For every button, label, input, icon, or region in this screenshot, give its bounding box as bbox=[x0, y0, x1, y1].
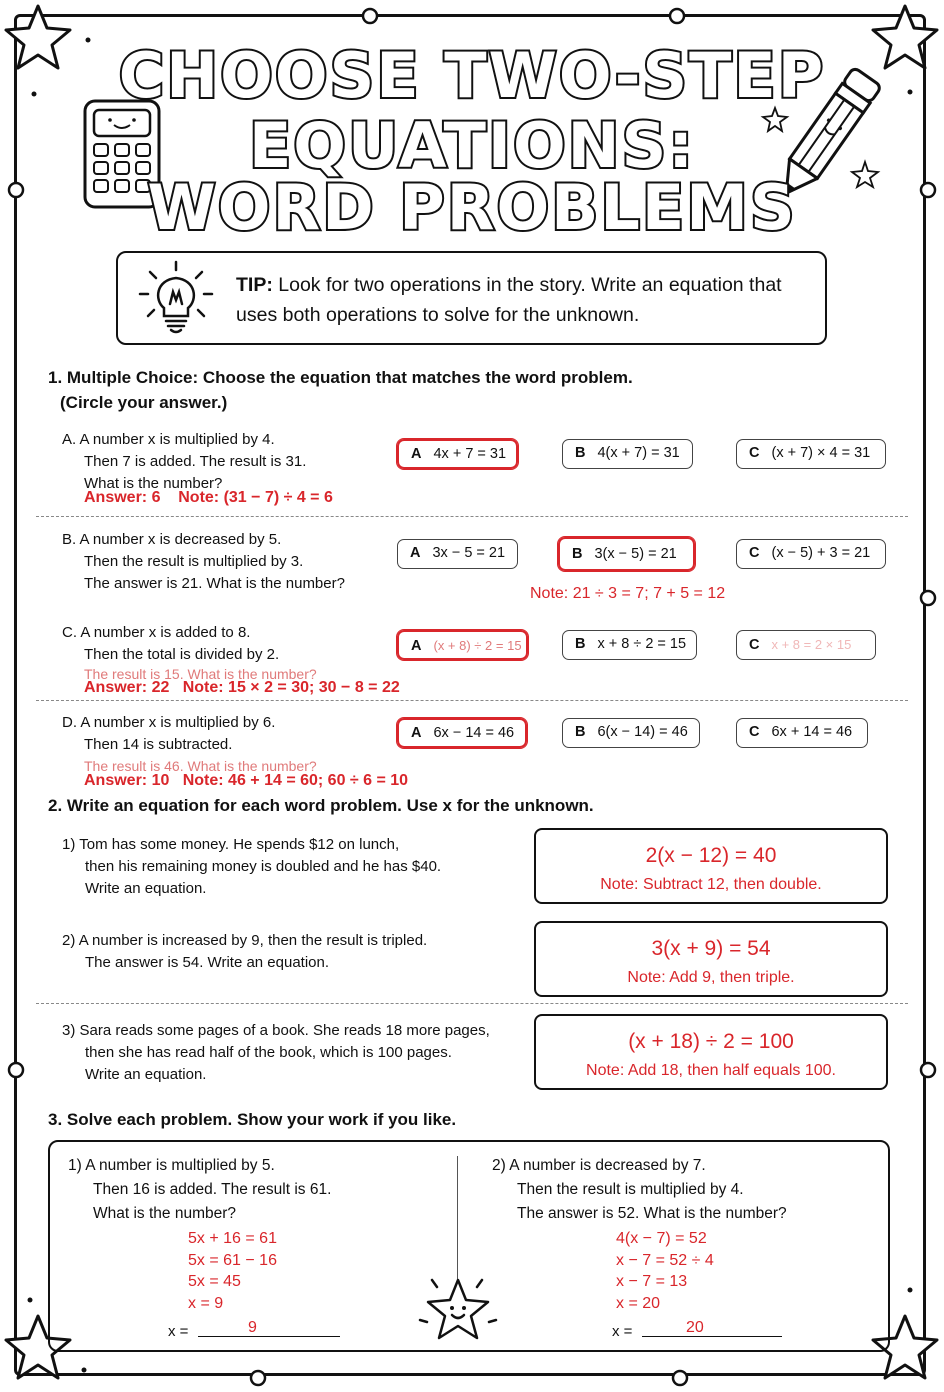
problem-text: What is the number? bbox=[93, 1205, 237, 1222]
answer-line[interactable] bbox=[198, 1336, 340, 1337]
answer-note: Note: Add 9, then triple. bbox=[627, 969, 795, 986]
tip-body: Look for two operations in the story. Write an equation that uses both operations to solve for the unknown. bbox=[236, 274, 782, 326]
problem-text: A number x is multiplied by 4. bbox=[79, 431, 275, 448]
note-text: Note: (31 − 7) ÷ 4 = 6 bbox=[178, 489, 333, 506]
answer-text: Answer: 22 bbox=[84, 679, 170, 696]
option-1c-b[interactable]: B x + 8 ÷ 2 = 15 bbox=[562, 630, 697, 660]
problem-text: What is the number? bbox=[84, 475, 223, 492]
divider bbox=[36, 1003, 908, 1004]
option-1c-a[interactable]: A (x + 8) ÷ 2 = 15 bbox=[397, 630, 528, 660]
work-3-1 bbox=[188, 1228, 277, 1314]
tip-label: TIP: bbox=[236, 274, 273, 296]
problem-number: 2) bbox=[492, 1157, 506, 1174]
answer-equation: (x + 18) ÷ 2 = 100 bbox=[628, 1030, 794, 1053]
option-1c-c[interactable]: C x + 8 = 2 × 15 bbox=[736, 630, 876, 660]
problem-1d bbox=[62, 712, 275, 756]
answer-1d bbox=[84, 772, 408, 790]
problem-text: A number x is multiplied by 6. bbox=[80, 714, 276, 731]
option-1a-c[interactable]: C (x + 7) × 4 = 31 bbox=[736, 439, 886, 469]
work-line: 5x + 16 = 61 bbox=[188, 1230, 277, 1247]
section-1-subheading: (Circle your answer.) bbox=[60, 393, 228, 412]
problem-text: A number is decreased by 7. bbox=[509, 1157, 706, 1174]
problem-number: 3) bbox=[62, 1022, 76, 1039]
work-line: x − 7 = 52 ÷ 4 bbox=[616, 1251, 714, 1269]
option-equation: (x + 7) × 4 = 31 bbox=[771, 445, 871, 461]
problem-text: Then 16 is added. The result is 61. bbox=[93, 1181, 332, 1198]
problem-text: then his remaining money is doubled and he has $40. bbox=[85, 858, 442, 875]
note-1b: Note: 21 ÷ 3 = 7; 7 + 5 = 12 bbox=[530, 585, 726, 602]
problem-text: Then 7 is added. The result is 31. bbox=[84, 453, 307, 470]
problem-text: The result is 46. What is the number? bbox=[84, 758, 317, 774]
answer-box-2-2[interactable] bbox=[534, 921, 888, 997]
x-label: x = bbox=[612, 1323, 633, 1340]
answer-equation: 3(x + 9) = 54 bbox=[651, 937, 771, 960]
problem-number: 1) bbox=[62, 836, 76, 853]
answer-text: Answer: 6 bbox=[84, 489, 161, 506]
problem-text: The answer is 21. What is the number? bbox=[84, 575, 345, 592]
page-title-line-1: CHOOSE TWO-STEP bbox=[118, 39, 826, 112]
problem-text: then she has read half of the book, which is 100 pages. bbox=[85, 1044, 452, 1061]
divider bbox=[36, 700, 908, 701]
work-line: 4(x − 7) = 52 bbox=[616, 1230, 707, 1247]
work-3-2 bbox=[616, 1228, 714, 1314]
option-equation: x + 8 ÷ 2 = 15 bbox=[597, 636, 687, 652]
problem-number: 1) bbox=[68, 1157, 82, 1174]
page-title-line-3: WORD PROBLEMS bbox=[147, 171, 797, 244]
problem-number: 2) bbox=[62, 932, 76, 949]
answer-note: Note: Add 18, then half equals 100. bbox=[586, 1062, 836, 1079]
option-1b-b[interactable]: B 3(x − 5) = 21 bbox=[558, 537, 695, 571]
problem-text: The answer is 52. What is the number? bbox=[517, 1205, 787, 1222]
problem-letter: A. bbox=[62, 431, 77, 448]
problem-3-1 bbox=[68, 1154, 331, 1226]
lightbulb-icon bbox=[136, 258, 216, 338]
work-line: x − 7 = 13 bbox=[616, 1273, 688, 1290]
answer-box-2-1[interactable] bbox=[534, 828, 888, 904]
problem-1a bbox=[62, 429, 306, 495]
problem-text: Tom has some money. He spends $12 on lunch, bbox=[79, 836, 400, 853]
problem-text: Then the result is multiplied by 4. bbox=[517, 1181, 744, 1198]
answer-box-2-3[interactable] bbox=[534, 1014, 888, 1090]
option-equation: 4(x + 7) = 31 bbox=[597, 445, 680, 461]
answer-3-2: 20 bbox=[686, 1319, 704, 1336]
problem-text: Then the result is multiplied by 3. bbox=[84, 553, 304, 570]
problem-text: The answer is 54. Write an equation. bbox=[85, 954, 330, 971]
option-equation: 6(x − 14) = 46 bbox=[597, 724, 688, 740]
problem-1c bbox=[62, 622, 279, 666]
problem-text: The result is 15. What is the number? bbox=[84, 666, 317, 682]
option-1b-c[interactable]: C (x − 5) + 3 = 21 bbox=[736, 539, 886, 569]
page-title-line-2: EQUATIONS: bbox=[248, 109, 696, 182]
work-line: 5x = 45 bbox=[188, 1273, 241, 1290]
problem-1b bbox=[62, 529, 345, 595]
section-2-heading: 2. Write an equation for each word problem. Use x for the unknown. bbox=[48, 796, 594, 815]
tip-text bbox=[236, 270, 816, 330]
section-1-heading: 1. Multiple Choice: Choose the equation that matches the word problem. bbox=[48, 368, 633, 387]
problem-text: Then the total is divided by 2. bbox=[84, 646, 280, 663]
problem-2-2 bbox=[62, 930, 427, 974]
problem-letter: B. bbox=[62, 531, 77, 548]
option-1b-a[interactable]: A 3x − 5 = 21 bbox=[397, 539, 518, 569]
problem-text: A number is increased by 9, then the result is tripled. bbox=[78, 932, 428, 949]
option-equation: 6x − 14 = 46 bbox=[433, 725, 515, 741]
work-line: x = 9 bbox=[188, 1294, 224, 1312]
work-line: x = 20 bbox=[616, 1294, 661, 1312]
smiling-star-icon bbox=[412, 1270, 504, 1352]
x-label: x = bbox=[168, 1323, 189, 1340]
option-1d-b[interactable]: B 6(x − 14) = 46 bbox=[562, 718, 700, 748]
problem-text: A number x is added to 8. bbox=[80, 624, 251, 641]
section-3-heading: 3. Solve each problem. Show your work if you like. bbox=[48, 1110, 457, 1129]
option-equation: x + 8 = 2 × 15 bbox=[771, 637, 852, 652]
problem-text: Write an equation. bbox=[85, 1066, 207, 1083]
note-text: Note: 46 + 14 = 60; 60 ÷ 6 = 10 bbox=[182, 772, 409, 789]
option-1d-a[interactable]: A 6x − 14 = 46 bbox=[397, 718, 527, 748]
note-text: Note: 15 × 2 = 30; 30 − 8 = 22 bbox=[182, 679, 400, 696]
problem-letter: D. bbox=[62, 714, 77, 731]
option-1a-b[interactable]: B 4(x + 7) = 31 bbox=[562, 439, 693, 469]
option-1a-a[interactable]: A 4x + 7 = 31 bbox=[397, 439, 518, 469]
answer-1a bbox=[84, 489, 333, 507]
option-equation: (x − 5) + 3 = 21 bbox=[771, 545, 871, 561]
answer-line[interactable] bbox=[642, 1336, 782, 1337]
option-equation: 3(x − 5) = 21 bbox=[594, 546, 677, 562]
problem-text: Sara reads some pages of a book. She reads 18 more pages, bbox=[79, 1022, 490, 1039]
answer-note: Note: Subtract 12, then double. bbox=[600, 876, 822, 893]
answer-equation: 2(x − 12) = 40 bbox=[645, 844, 777, 867]
option-1d-c[interactable]: C 6x + 14 = 46 bbox=[736, 718, 868, 748]
answer-3-1: 9 bbox=[248, 1319, 257, 1336]
answer-1c bbox=[84, 679, 400, 697]
problem-2-3 bbox=[62, 1020, 490, 1086]
problem-3-2 bbox=[492, 1154, 787, 1226]
option-equation: (x + 8) ÷ 2 = 15 bbox=[433, 638, 522, 653]
problem-2-1 bbox=[62, 834, 441, 900]
option-equation: 6x + 14 = 46 bbox=[771, 724, 853, 740]
problem-letter: C. bbox=[62, 624, 77, 641]
problem-text: Then 14 is subtracted. bbox=[84, 736, 233, 753]
option-equation: 3x − 5 = 21 bbox=[432, 545, 506, 561]
work-line: 5x = 61 − 16 bbox=[188, 1251, 277, 1269]
divider bbox=[36, 516, 908, 517]
problem-text: A number x is decreased by 5. bbox=[79, 531, 282, 548]
problem-text: A number is multiplied by 5. bbox=[85, 1157, 275, 1174]
problem-text: Write an equation. bbox=[85, 880, 207, 897]
answer-text: Answer: 10 bbox=[84, 772, 170, 789]
option-equation: 4x + 7 = 31 bbox=[433, 446, 507, 462]
